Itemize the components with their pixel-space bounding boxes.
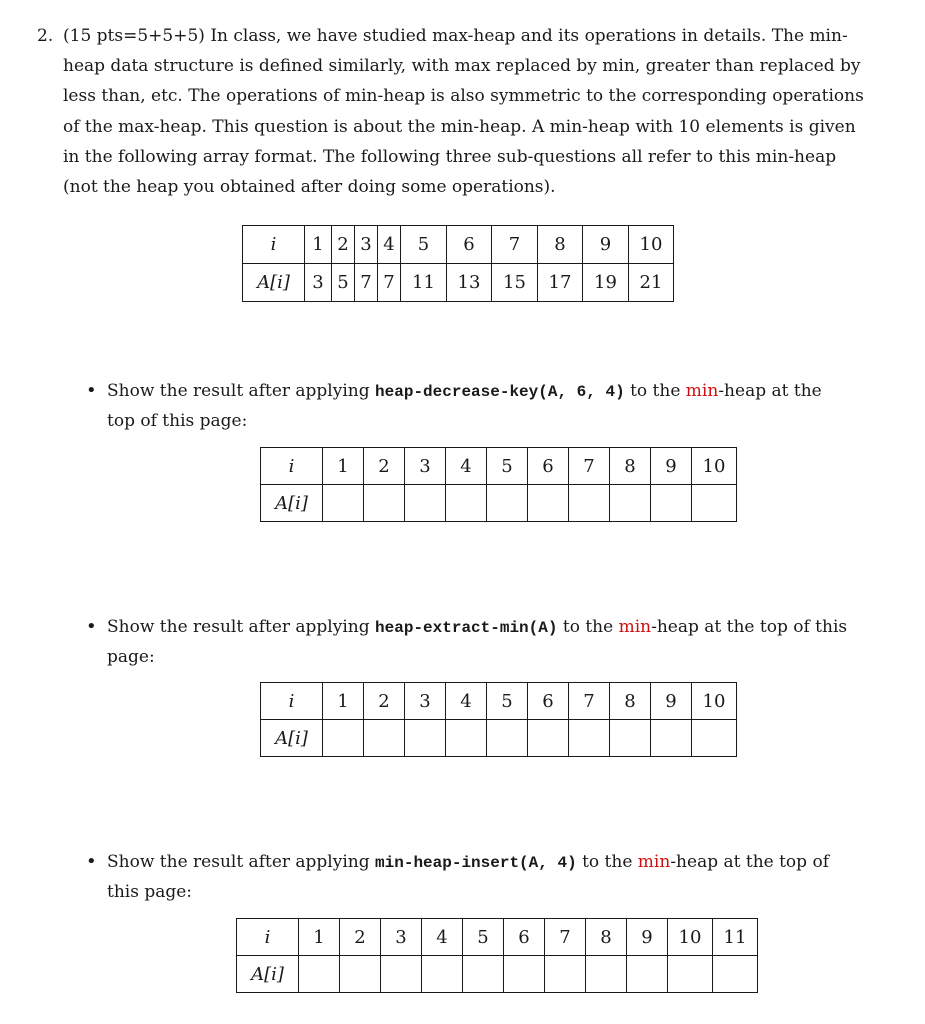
given-value-cell: 3 xyxy=(305,264,332,302)
q2-answer-cell[interactable] xyxy=(323,720,364,757)
q1-index-cell: 10 xyxy=(692,448,737,485)
q1-i-label: i xyxy=(261,448,323,485)
q1-answer-cell[interactable] xyxy=(610,485,651,522)
q2-code: heap-extract-min(A) xyxy=(375,619,558,637)
q2-index-cell: 6 xyxy=(528,683,569,720)
q1-index-cell: 4 xyxy=(446,448,487,485)
given-value-cell: 13 xyxy=(447,264,492,302)
intro-line-1: (15 pts=5+5+5) In class, we have studied max-heap and its operations in details. The min- xyxy=(63,26,848,46)
given-index-cell: 5 xyxy=(401,226,447,264)
q3-answer-cell[interactable] xyxy=(586,956,627,993)
q1-answer-cell[interactable] xyxy=(528,485,569,522)
q3-answer-cell[interactable] xyxy=(504,956,545,993)
q3-answer-cell[interactable] xyxy=(381,956,422,993)
q2-answer-cell[interactable] xyxy=(364,720,405,757)
given-index-cell: 3 xyxy=(355,226,378,264)
q2-a-label: A[i] xyxy=(261,720,323,757)
intro-line-4: of the max-heap. This question is about the min-heap. A min-heap with 10 elements is given xyxy=(63,117,856,137)
given-index-cell: 6 xyxy=(447,226,492,264)
q1-line-1 xyxy=(107,381,822,402)
q3-answer-cell[interactable] xyxy=(713,956,758,993)
q3-text-a: Show the result after applying xyxy=(107,852,376,872)
q2-text-b: to the xyxy=(557,617,619,637)
q2-index-cell: 7 xyxy=(569,683,610,720)
q3-a-label: A[i] xyxy=(237,956,299,993)
q3-answer-cell[interactable] xyxy=(668,956,713,993)
q3-text-c: -heap at the top of xyxy=(670,852,829,872)
q2-text-a: Show the result after applying xyxy=(107,617,376,637)
q2-index-cell: 2 xyxy=(364,683,405,720)
q1-index-cell: 7 xyxy=(569,448,610,485)
given-index-cell: 4 xyxy=(378,226,401,264)
q1-index-cell: 1 xyxy=(323,448,364,485)
q1-index-cell: 5 xyxy=(487,448,528,485)
q3-answer-row xyxy=(237,956,758,993)
intro-line-5: in the following array format. The following three sub-questions all refer to this min-heap xyxy=(63,147,837,167)
q1-code: heap-decrease-key(A, 6, 4) xyxy=(375,383,625,401)
given-index-cell: 8 xyxy=(538,226,583,264)
given-value-cell: 17 xyxy=(538,264,583,302)
q1-text-b: to the xyxy=(624,381,686,401)
problem-number: 2. xyxy=(37,26,54,46)
q3-answer-cell[interactable] xyxy=(463,956,504,993)
given-value-row xyxy=(243,264,674,302)
given-index-cell: 9 xyxy=(583,226,629,264)
q3-index-row xyxy=(237,919,758,956)
q2-answer-table xyxy=(260,682,737,757)
given-index-cell: 2 xyxy=(332,226,355,264)
q1-red-min: min xyxy=(685,381,719,401)
q2-line-1 xyxy=(107,617,847,638)
q3-index-cell: 9 xyxy=(627,919,668,956)
given-value-cell: 5 xyxy=(332,264,355,302)
given-value-cell: 7 xyxy=(378,264,401,302)
q3-answer-cell[interactable] xyxy=(299,956,340,993)
q2-text-c: -heap at the top of this xyxy=(651,617,848,637)
q3-index-cell: 7 xyxy=(545,919,586,956)
q3-answer-cell[interactable] xyxy=(422,956,463,993)
q2-line-2: page: xyxy=(107,647,155,667)
q2-index-cell: 9 xyxy=(651,683,692,720)
q2-answer-cell[interactable] xyxy=(405,720,446,757)
q3-index-cell: 10 xyxy=(668,919,713,956)
q1-text-c: -heap at the xyxy=(718,381,822,401)
q1-answer-cell[interactable] xyxy=(569,485,610,522)
given-heap-table xyxy=(242,225,674,302)
q1-answer-cell[interactable] xyxy=(364,485,405,522)
q3-index-cell: 1 xyxy=(299,919,340,956)
q2-index-row xyxy=(261,683,737,720)
q1-text-a: Show the result after applying xyxy=(107,381,376,401)
q3-bullet: • xyxy=(86,851,97,872)
q2-index-cell: 5 xyxy=(487,683,528,720)
q3-index-cell: 5 xyxy=(463,919,504,956)
q3-answer-cell[interactable] xyxy=(340,956,381,993)
q1-index-row xyxy=(261,448,737,485)
q2-index-cell: 8 xyxy=(610,683,651,720)
given-value-cell: 21 xyxy=(629,264,674,302)
q1-answer-cell[interactable] xyxy=(651,485,692,522)
q1-bullet: • xyxy=(86,380,97,401)
q3-index-cell: 4 xyxy=(422,919,463,956)
intro-line-2: heap data structure is defined similarly, with max replaced by min, greater than replaced by xyxy=(63,56,861,76)
q3-i-label: i xyxy=(237,919,299,956)
given-value-cell: 19 xyxy=(583,264,629,302)
given-i-label: i xyxy=(243,226,305,264)
q1-index-cell: 6 xyxy=(528,448,569,485)
given-index-row xyxy=(243,226,674,264)
q3-index-cell: 6 xyxy=(504,919,545,956)
q3-index-cell: 11 xyxy=(713,919,758,956)
q3-index-cell: 8 xyxy=(586,919,627,956)
intro-line-3: less than, etc. The operations of min-heap is also symmetric to the corresponding operations xyxy=(63,86,864,106)
q3-text-b: to the xyxy=(576,852,638,872)
q2-index-cell: 4 xyxy=(446,683,487,720)
q1-a-label: A[i] xyxy=(261,485,323,522)
q2-red-min: min xyxy=(618,617,652,637)
q1-answer-cell[interactable] xyxy=(692,485,737,522)
q1-line-2: top of this page: xyxy=(107,411,248,431)
q1-index-cell: 9 xyxy=(651,448,692,485)
q1-index-cell: 3 xyxy=(405,448,446,485)
q3-red-min: min xyxy=(637,852,671,872)
q3-answer-table xyxy=(236,918,758,993)
q1-answer-row xyxy=(261,485,737,522)
q2-answer-cell[interactable] xyxy=(569,720,610,757)
q2-answer-cell[interactable] xyxy=(610,720,651,757)
given-index-cell: 7 xyxy=(492,226,538,264)
q2-answer-row xyxy=(261,720,737,757)
given-value-cell: 7 xyxy=(355,264,378,302)
q2-index-cell: 1 xyxy=(323,683,364,720)
q1-answer-cell[interactable] xyxy=(487,485,528,522)
q1-answer-table xyxy=(260,447,737,522)
given-a-label: A[i] xyxy=(243,264,305,302)
q1-index-cell: 2 xyxy=(364,448,405,485)
q2-answer-cell[interactable] xyxy=(692,720,737,757)
intro-line-6: (not the heap you obtained after doing some operations). xyxy=(63,177,556,197)
given-index-cell: 10 xyxy=(629,226,674,264)
q2-index-cell: 3 xyxy=(405,683,446,720)
q2-answer-cell[interactable] xyxy=(487,720,528,757)
given-value-cell: 11 xyxy=(401,264,447,302)
q3-answer-cell[interactable] xyxy=(545,956,586,993)
q2-answer-cell[interactable] xyxy=(528,720,569,757)
q2-answer-cell[interactable] xyxy=(446,720,487,757)
q3-line-2: this page: xyxy=(107,882,193,902)
given-value-cell: 15 xyxy=(492,264,538,302)
q2-i-label: i xyxy=(261,683,323,720)
q1-answer-cell[interactable] xyxy=(405,485,446,522)
q1-answer-cell[interactable] xyxy=(323,485,364,522)
given-index-cell: 1 xyxy=(305,226,332,264)
q2-answer-cell[interactable] xyxy=(651,720,692,757)
q3-index-cell: 3 xyxy=(381,919,422,956)
q3-line-1 xyxy=(107,852,829,873)
q2-index-cell: 10 xyxy=(692,683,737,720)
q3-answer-cell[interactable] xyxy=(627,956,668,993)
q2-bullet: • xyxy=(86,616,97,637)
q1-index-cell: 8 xyxy=(610,448,651,485)
q3-index-cell: 2 xyxy=(340,919,381,956)
q3-code: min-heap-insert(A, 4) xyxy=(375,854,577,872)
q1-answer-cell[interactable] xyxy=(446,485,487,522)
